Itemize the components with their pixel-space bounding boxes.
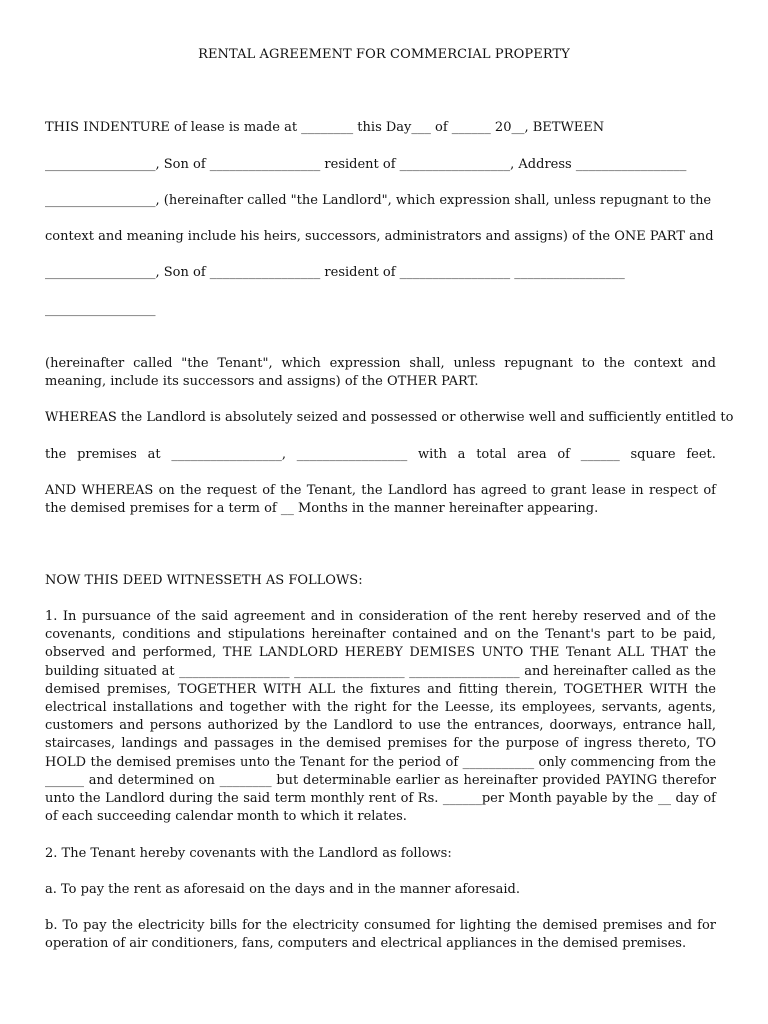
indenture-line: THIS INDENTURE of lease is made at ________ this Day___ of ______ 20__, BETWEEN <box>45 120 605 135</box>
premises-word: total <box>476 447 507 462</box>
landlord-context-line: context and meaning include his heirs, successors, administrators and assigns) of the ONE PART and <box>45 229 714 244</box>
landlord-name-line: _________________, Son of _________________ resident of _________________, Address _________________ <box>45 157 687 172</box>
landlord-definition-line: _________________, (hereinafter called "the Landlord", which expression shall, unless repugnant to the <box>45 193 712 208</box>
premises-word: the <box>45 447 67 462</box>
premises-word: square <box>630 447 676 462</box>
document-title: RENTAL AGREEMENT FOR COMMERCIAL PROPERTY <box>198 47 570 62</box>
tenant-definition-paragraph: (hereinafter called "the Tenant", which expression shall, unless repugnant to the context and meaning, include its successors and assigns) of the OTHER PART. <box>45 356 716 390</box>
premises-word: at <box>147 447 161 462</box>
premises-word: area <box>517 447 547 462</box>
premises-word: of <box>557 447 570 462</box>
clause-a-line: a. To pay the rent as aforesaid on the days and in the manner aforesaid. <box>45 882 520 897</box>
clause-b-paragraph: b. To pay the electricity bills for the electricity consumed for lighting the demised premises and for operation of air conditioners, fans, computers and electrical appliances in the demised premises. <box>45 918 716 952</box>
premises-word: premises <box>77 447 137 462</box>
clause-1-paragraph: 1. In pursuance of the said agreement and in consideration of the rent hereby reserved and of the covenants, conditions and stipulations hereinafter contained and on the Tenant's part to be paid, observed and performed, THE LANDLORD HEREBY DEMISES UNTO THE Tenant ALL THAT the building situated at _________________ _________________ _________________ and hereinafter called as the demised premises, TOGETHER WITH ALL the fixtures and fitting therein, TOGETHER WITH the electrical installations and together with the right for the Leesse, its employees, servants, agents, customers and persons authorized by the Landlord to use the entrances, doorways, entrance hall, staircases, landings and passages in the demised premises for the purpose of ingress thereto, TO HOLD the demised premises unto the Tenant for the period of ___________ only commencing from the ______ and determined on ________ but determinable earlier as hereinafter provided PAYING therefor unto the Landlord during the said term monthly rent of Rs. ______per Month payable by the __ day of of each succeeding calendar month to which it relates. <box>45 609 716 825</box>
premises-word: a <box>457 447 466 462</box>
premises-word: _________________ <box>296 447 408 462</box>
tenant-name-line: _________________, Son of _________________ resident of _________________ _________________ <box>45 265 625 280</box>
clause-2-line: 2. The Tenant hereby covenants with the Landlord as follows: <box>45 846 452 861</box>
premises-word: _________________, <box>171 447 286 462</box>
tenant-address-line: _________________ <box>45 302 156 317</box>
premises-word: feet. <box>686 447 716 462</box>
premises-line <box>45 446 716 464</box>
and-whereas-paragraph: AND WHEREAS on the request of the Tenant, the Landlord has agreed to grant lease in respect of the demised premises for a term of __ Months in the manner hereinafter appearing. <box>45 483 716 517</box>
witnesseth-heading: NOW THIS DEED WITNESSETH AS FOLLOWS: <box>45 573 363 588</box>
premises-word: ______ <box>580 447 620 462</box>
whereas-line: WHEREAS the Landlord is absolutely seized and possessed or otherwise well and sufficiently entitled to <box>45 410 734 425</box>
premises-word: with <box>418 447 447 462</box>
